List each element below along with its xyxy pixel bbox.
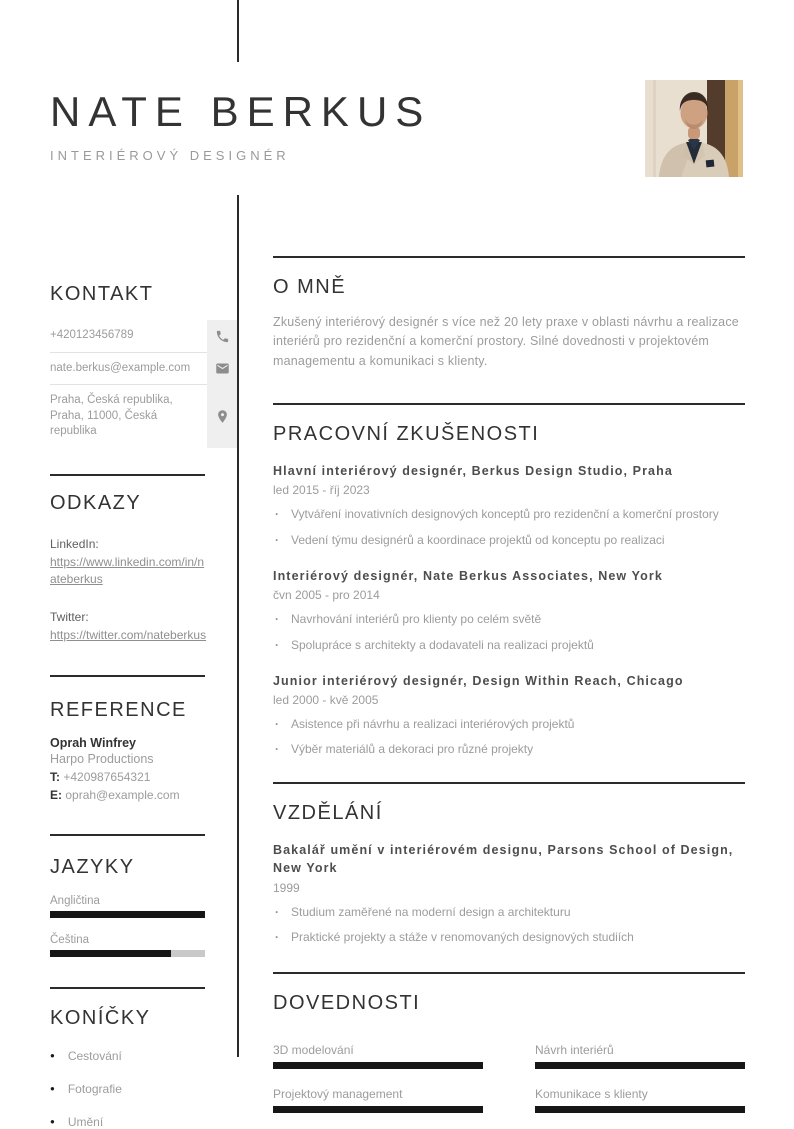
skill-row [273,1043,483,1069]
degree-title: Bakalář umění v interiérovém designu, Parsons School of Design, New York [273,843,734,876]
language-level-fill [50,911,205,918]
about-section [273,276,745,371]
reference-section [50,675,237,802]
links-heading: ODKAZY [50,491,142,514]
main-column [273,256,745,1113]
section-divider [50,834,205,836]
language-level-bar [50,911,205,918]
skill-row [535,1043,745,1069]
section-divider [273,403,745,405]
job-dates: čvn 2005 - pro 2014 [273,587,380,602]
skill-level-fill [535,1106,745,1113]
job-bullets [273,716,745,759]
education-entry [273,841,745,946]
skill-name: 3D modelování [273,1043,354,1058]
skill-level-fill [535,1062,745,1069]
contact-block [50,320,237,448]
reference-name: Oprah Winfrey [50,735,137,750]
skills-section [273,992,745,1113]
linkedin-label: LinkedIn: [50,536,99,551]
education-bullets [273,904,745,947]
header [50,88,431,163]
language-level-bar [50,950,205,957]
phone-icon [207,329,237,344]
language-level-fill [50,950,171,957]
vertical-divider-top [237,0,239,62]
degree-year: 1999 [273,880,300,895]
about-heading: O MNĚ [273,276,347,298]
job-dates: led 2015 - říj 2023 [273,483,370,498]
job-dates: led 2000 - kvě 2005 [273,692,379,707]
phone-value: +420123456789 [50,320,207,353]
reference-phone-label: T: [50,769,60,784]
job-bullets [273,506,745,549]
twitter-label: Twitter: [50,610,89,625]
reference-phone-value: +420987654321 [63,769,151,784]
hobbies-section [50,987,237,1129]
reference-heading: REFERENCE [50,698,187,721]
job-title: Hlavní interiérový designér, Berkus Design Studio, Praha [273,464,673,479]
skill-level-fill [273,1106,483,1113]
job-entry [273,567,745,654]
profile-photo-illustration [645,80,743,177]
reference-email-value: oprah@example.com [65,787,180,802]
section-divider [273,782,745,784]
address-line1: Praha, Česká republika, [50,394,173,407]
skills-grid [273,1043,745,1113]
skills-heading: DOVEDNOSTI [273,992,421,1015]
hobby-item: ● Umění [50,1115,237,1129]
job-entry [273,462,745,549]
education-heading: VZDĚLÁNÍ [273,802,383,825]
twitter-link[interactable]: https://twitter.com/nateberkus [50,628,207,643]
skill-row [273,1087,483,1113]
language-name: Čeština [50,933,89,946]
job-title-subtitle: INTERIÉROVÝ DESIGNÉR [50,148,290,163]
education-bullet: · Praktické projekty a stáže v renomovaných designových studiích [273,929,745,946]
education-bullet: · Studium zaměřené na moderní design a architekturu [273,904,745,921]
about-text: Zkušený interiérový designér s více než 20 lety praxe v oblasti návrhu a realizace interiérů pro rezidenční a komerční prostory. Silné dovednosti v projektovém managementu a komunikaci s klienty. [273,315,739,368]
reference-email-label: E: [50,787,62,802]
section-divider [50,474,205,476]
job-entry [273,672,745,759]
job-title: Junior interiérový designér, Design Within Reach, Chicago [273,673,684,688]
links-section [50,474,237,645]
job-bullet: · Spolupráce s architekty a dodavateli na realizaci projektů [273,637,745,654]
vertical-divider-main [237,195,239,1057]
job-title: Interiérový designér, Nate Berkus Associates, New York [273,568,663,583]
location-pin-icon [207,409,237,424]
skill-level-bar [535,1062,745,1069]
reference-email [50,788,237,802]
job-bullet: · Asistence při návrhu a realizaci interiérových projektů [273,716,745,733]
contact-section [50,283,237,448]
job-bullet: · Výběr materiálů a dekoraci pro různé projekty [273,741,745,758]
skill-level-bar [273,1106,483,1113]
section-divider [50,675,205,677]
experience-heading: PRACOVNÍ ZKUŠENOSTI [273,423,540,446]
language-row [50,934,205,957]
job-bullet: · Vedení týmu designérů a koordinace projektů od konceptu po realizaci [273,532,745,549]
contact-row-address [50,385,237,448]
hobby-item: ● Cestování [50,1049,237,1063]
job-bullets [273,611,745,654]
reference-company: Harpo Productions [50,751,154,766]
languages-heading: JAZYKY [50,855,135,878]
skill-name: Komunikace s klienty [535,1087,648,1102]
reference-phone [50,770,237,784]
skill-level-bar [535,1106,745,1113]
skill-row [535,1087,745,1113]
linkedin-link[interactable]: https://www.linkedin.com/in/nateberkus [50,554,205,586]
email-value: nate.berkus@example.com [50,353,207,386]
skill-level-bar [273,1062,483,1069]
contact-heading: KONTAKT [50,283,154,305]
sidebar [50,283,237,1129]
profile-photo [645,80,743,177]
address-value [50,385,207,448]
job-bullet: · Vytváření inovativních designových konceptů pro rezidenční a komerční prostory [273,506,745,523]
page-title: NATE BERKUS [50,88,432,135]
skill-name: Projektový management [273,1087,403,1102]
education-section [273,802,745,946]
experience-section [273,423,745,758]
hobby-item: ● Fotografie [50,1082,237,1096]
hobbies-heading: KONÍČKY [50,1006,151,1029]
languages-section [50,834,237,957]
language-name: Angličtina [50,894,100,907]
contact-row-email [50,353,237,386]
section-divider [50,987,205,989]
section-divider [273,256,745,258]
skill-name: Návrh interiérů [535,1043,614,1058]
section-divider [273,972,745,974]
address-line2: Praha, 11000, Česká republika [50,409,158,438]
contact-row-phone [50,320,237,353]
envelope-icon [207,361,237,376]
job-bullet: · Navrhování interiérů pro klienty po celém světě [273,611,745,628]
language-row [50,895,205,918]
skill-level-fill [273,1062,483,1069]
